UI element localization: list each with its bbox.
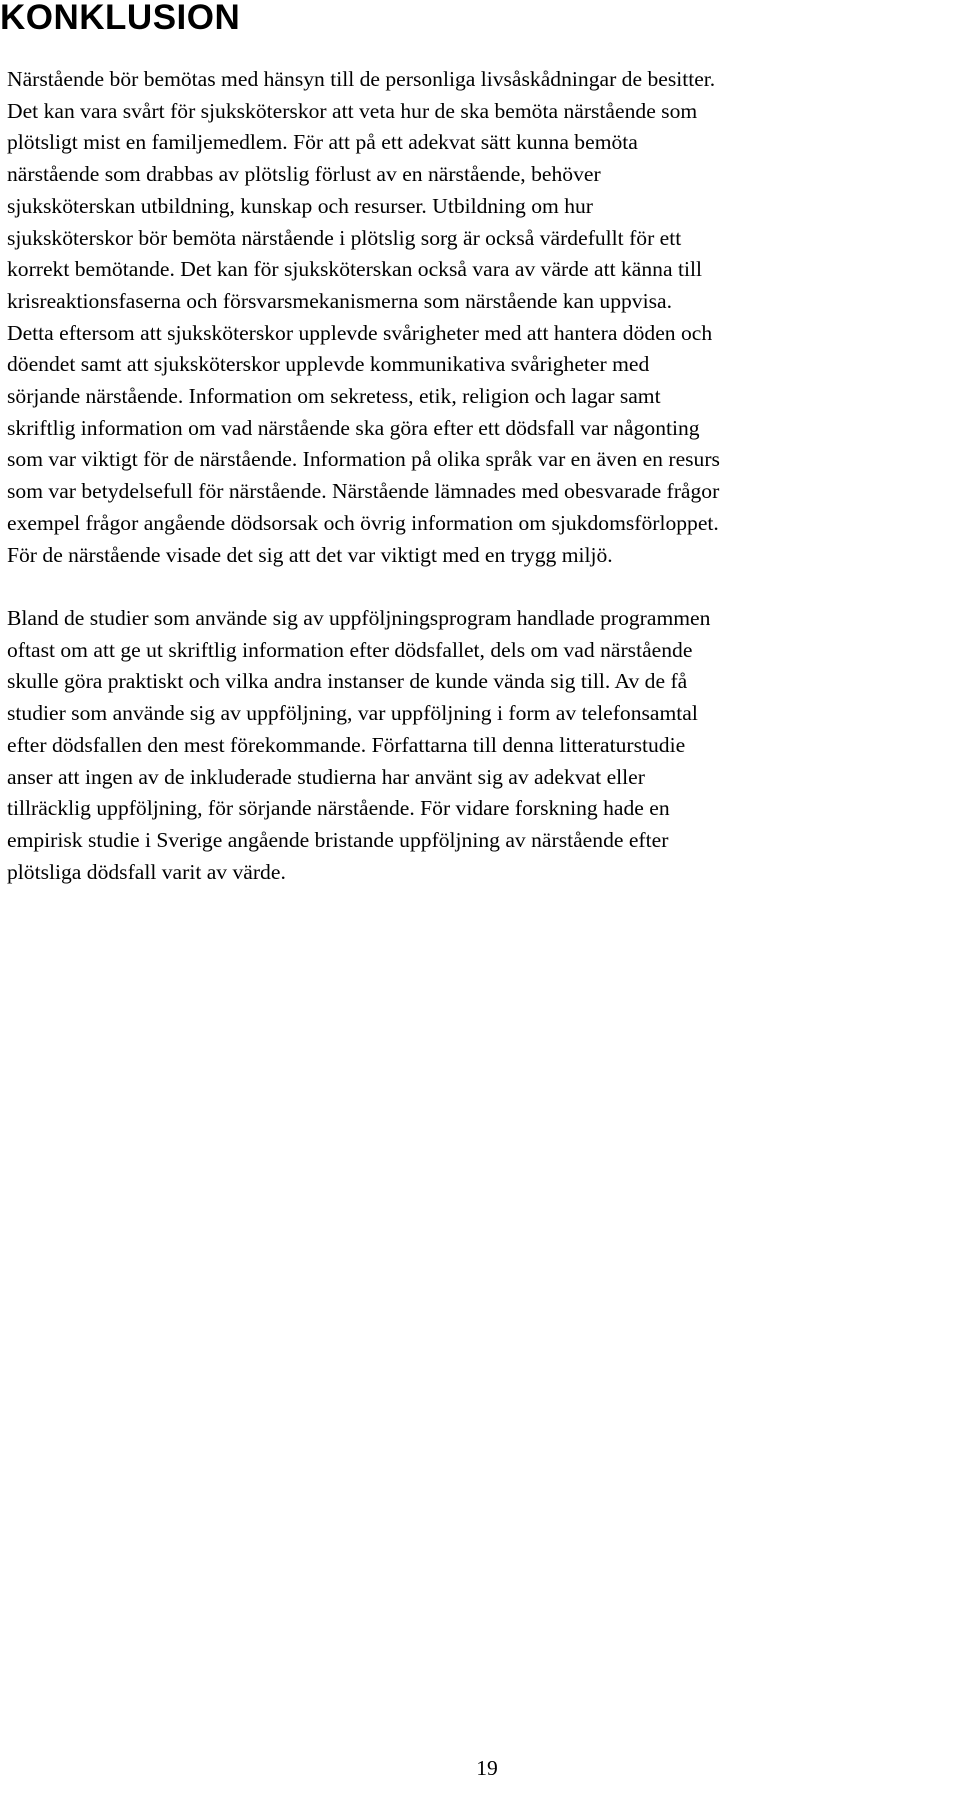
text-line: anser att ingen av de inkluderade studierna har använt sig av adekvat eller	[7, 764, 645, 789]
text-line: sjuksköterskan utbildning, kunskap och resurser. Utbildning om hur	[7, 193, 593, 218]
text-line: studier som använde sig av uppföljning, var uppföljning i form av telefonsamtal	[7, 701, 698, 726]
text-line: korrekt bemötande. Det kan för sjuksköterskan också vara av värde att känna till	[7, 257, 702, 282]
text-line: döendet samt att sjuksköterskor upplevde kommunikativa svårigheter med	[7, 352, 650, 377]
text-line: efter dödsfallen den mest förekommande. Författarna till denna litteraturstudie	[7, 732, 686, 757]
text-line: sörjande närstående. Information om sekretess, etik, religion och lagar samt	[7, 384, 661, 409]
text-line: För de närstående visade det sig att det var viktigt med en trygg miljö.	[7, 542, 613, 567]
text-line: plötsligt mist en familjemedlem. För att på ett adekvat sätt kunna bemöta	[7, 130, 638, 155]
text-line: Närstående bör bemötas med hänsyn till de personliga livsåskådningar de besitter.	[7, 67, 716, 91]
text-line: skriftlig information om vad närstående ska göra efter ett dödsfall var någonting	[7, 415, 700, 440]
text-line: Det kan vara svårt för sjuksköterskor att veta hur de ska bemöta närstående som	[7, 98, 698, 123]
text-line: oftast om att ge ut skriftlig information efter dödsfallet, dels om vad närstående	[7, 637, 693, 662]
text-line: Detta eftersom att sjuksköterskor upplevde svårigheter med att hantera döden och	[7, 320, 713, 345]
paragraph-1	[7, 64, 951, 571]
text-line: krisreaktionsfaserna och försvarsmekanismerna som närstående kan uppvisa.	[7, 288, 672, 313]
text-line: Bland de studier som använde sig av uppföljningsprogram handlade programmen	[7, 606, 711, 630]
text-line: tillräcklig uppföljning, för sörjande närstående. För vidare forskning hade en	[7, 796, 670, 821]
text-line: närstående som drabbas av plötslig förlust av en närstående, behöver	[7, 162, 601, 187]
paragraph-2	[7, 603, 951, 888]
text-line: exempel frågor angående dödsorsak och övrig information om sjukdomsförloppet.	[7, 510, 719, 535]
text-line: plötsliga dödsfall varit av värde.	[7, 859, 286, 884]
section-heading: KONKLUSION	[0, 0, 241, 37]
page-number: 19	[476, 1756, 498, 1780]
text-line: empirisk studie i Sverige angående bristande uppföljning av närstående efter	[7, 827, 669, 852]
text-line: skulle göra praktiskt och vilka andra instanser de kunde vända sig till. Av de få	[7, 669, 688, 694]
text-line: sjuksköterskor bör bemöta närstående i plötslig sorg är också värdefullt för ett	[7, 225, 682, 250]
text-line: som var betydelsefull för närstående. Närstående lämnades med obesvarade frågor	[7, 479, 720, 504]
text-line: som var viktigt för de närstående. Information på olika språk var en även en resurs	[7, 447, 720, 472]
